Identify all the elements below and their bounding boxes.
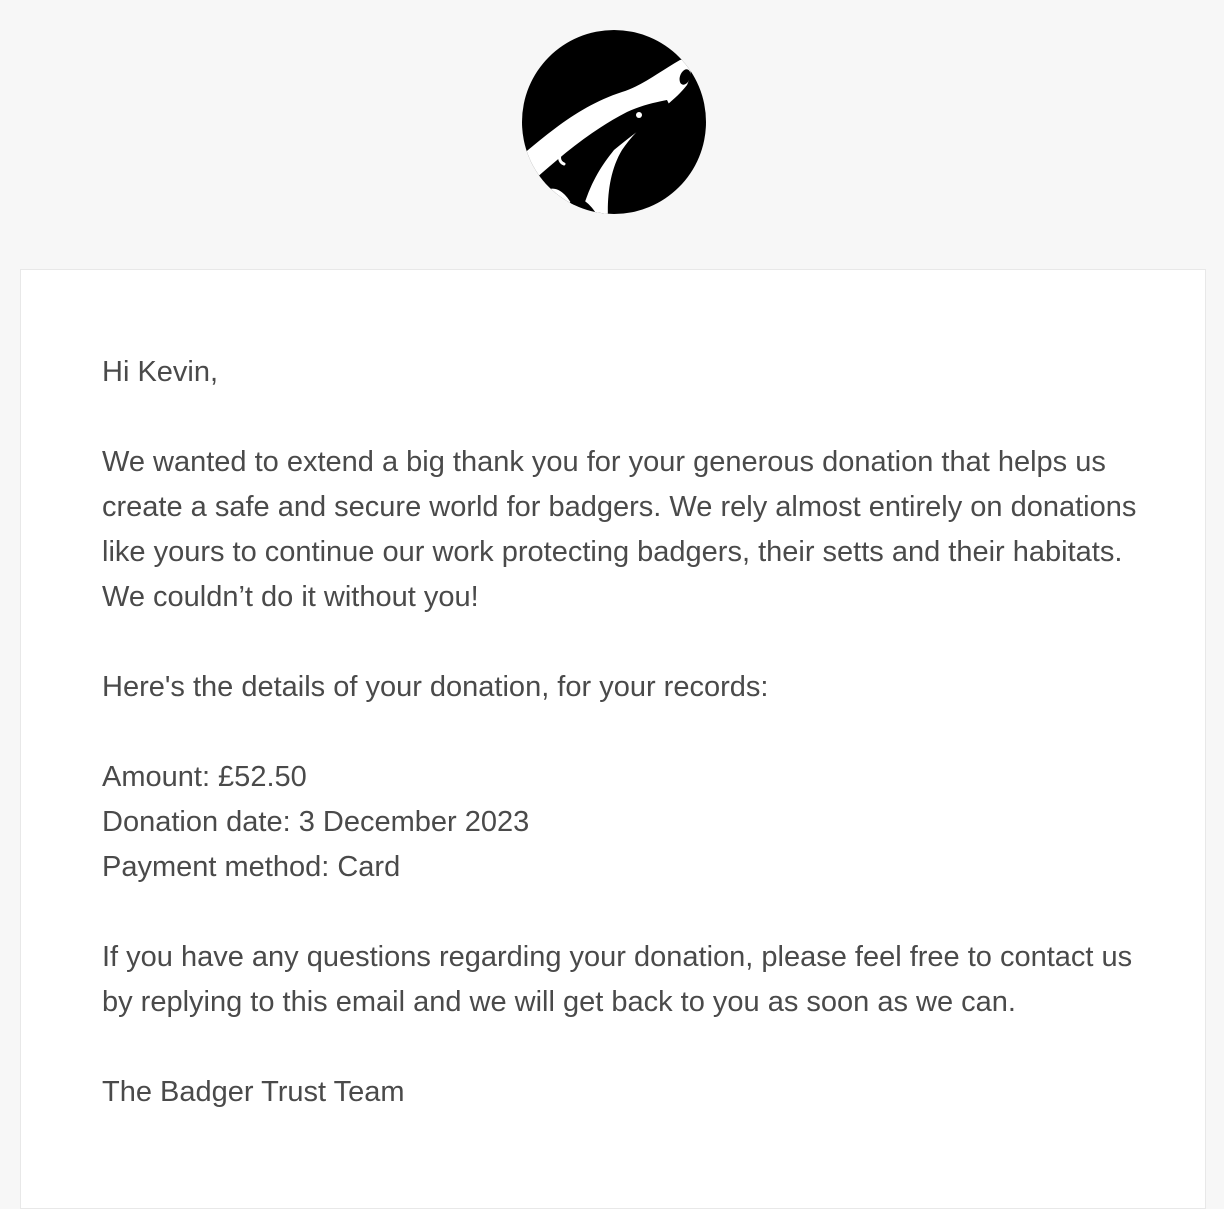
greeting: Hi Kevin, bbox=[102, 356, 219, 388]
questions-paragraph: If you have any questions regarding your donation, please feel free to contact us by replying to this email and we will get back to you as soon as we can. bbox=[102, 941, 1133, 1018]
email-body bbox=[102, 350, 1142, 1160]
donation-details bbox=[102, 755, 1142, 890]
details-lead: Here's the details of your donation, for your records: bbox=[102, 671, 769, 703]
payment-method: Payment method: Card bbox=[102, 851, 401, 883]
donation-amount: Amount: £52.50 bbox=[102, 761, 307, 793]
intro-paragraph: We wanted to extend a big thank you for your generous donation that helps us create a safe and secure world for badgers. We rely almost entirely on donations like yours to continue our work protecting badgers, their setts and their habitats. We couldn’t do it without you! bbox=[102, 446, 1137, 613]
signoff: The Badger Trust Team bbox=[102, 1076, 405, 1108]
email-card bbox=[20, 269, 1206, 1209]
email-header bbox=[0, 0, 1224, 270]
donation-date: Donation date: 3 December 2023 bbox=[102, 806, 530, 838]
badger-logo-icon bbox=[522, 30, 706, 214]
